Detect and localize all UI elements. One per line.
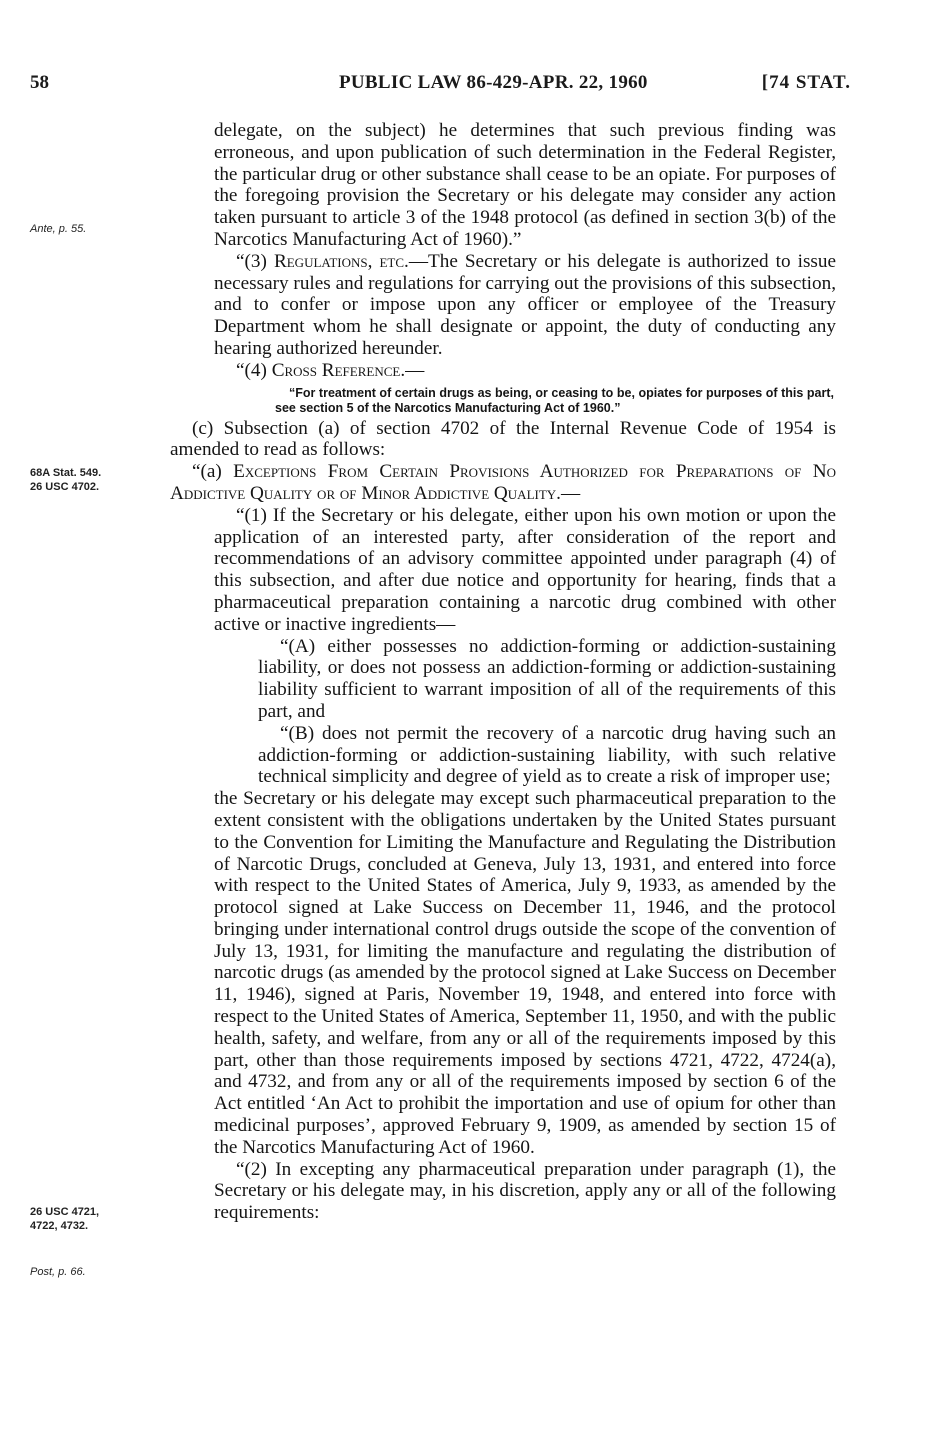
paragraph-text: —The Secretary or his delegate is authorized to issue necessary rules and regulations for carrying out the provisions of this subsection, and to confer or impose upon any officer or employee of the Treasury Department whom he shall designate or appoint, the duty of conducting any hearing authorized hereunder.	[214, 250, 836, 359]
section-heading-exceptions: Exceptions From Certain Provisions Authorized for Preparations of No Addictive Quality or of Minor Addictive Quality.	[170, 461, 836, 504]
cross-reference-note: “For treatment of certain drugs as being, or ceasing to be, opiates for purposes of this part, see section 5 of the Narcotics Manufacturing Act of 1960.”	[275, 385, 834, 415]
running-title: PUBLIC LAW 86-429-APR. 22, 1960	[339, 72, 648, 93]
paragraph-lead: “(3)	[236, 250, 274, 272]
paragraph-lead: “(4)	[236, 359, 272, 381]
paragraph-continuation: delegate, on the subject) he determines that such previous finding was erroneous, and upon publication of such determination in the Federal Register, the particular drug or other substance shall cease to be an opiate. For purposes of the foregoing provision the Secretary or his delegate may consider any action taken pursuant to article 3 of the 1948 protocol (as defined in section 3(b) of the Narcotics Manufacturing Act of 1960).”	[214, 120, 836, 250]
paragraph-subsection-a	[170, 461, 836, 505]
paragraph-lead: “(a)	[192, 461, 234, 483]
paragraph-regulations	[170, 251, 836, 360]
margin-note-post: Post, p. 66.	[30, 1266, 86, 1278]
paragraph-1: “(1) If the Secretary or his delegate, either upon his own motion or upon the application of an interested party, after consideration of the report and recommendations of an advisory committee appointed under paragraph (4) of this subsection, and after due notice and opportunity for hearing, finds that a pharmaceutical preparation containing a narcotic drug combined with other active or inactive ingredients—	[214, 504, 836, 635]
body-text	[170, 120, 836, 1224]
section-heading-cross-reference: Cross Reference.	[271, 359, 406, 381]
paragraph-B: “(B) does not permit the recovery of a narcotic drug having such an addiction-forming or addiction-sustaining liability, with such relative technical simplicity and degree of yield as to create a risk of improper use;	[258, 722, 836, 788]
page-number: 58	[30, 72, 49, 93]
margin-note-usc: 26 USC 4721, 4722, 4732.	[30, 1206, 100, 1232]
margin-note-stat: 68A Stat. 549. 26 USC 4702.	[30, 467, 102, 493]
paragraph-text: —	[560, 482, 581, 504]
paragraph-2: “(2) In excepting any pharmaceutical preparation under paragraph (1), the Secretary or his delegate may, in his discretion, apply any or all of the following requirements:	[214, 1158, 836, 1224]
paragraph-exception-body: the Secretary or his delegate may except such pharmaceutical preparation to the extent consistent with the obligations undertaken by the United States pursuant to the Convention for Limiting the Manufacture and Regulating the Distribution of Narcotic Drugs, concluded at Geneva, July 13, 1931, and entered into force with respect to the United States of America, July 9, 1933, as amended by the protocol signed at Lake Success on December 11, 1946, and the protocol bringing under international control drugs outside the scope of the convention of July 13, 1931, for limiting the manufacture and regulating the distribution of narcotic drugs (as amended by the protocol signed at Lake Success on December 11, 1946), signed at Paris, November 19, 1948, and entered into force with respect to the United States of America, September 11, 1950, and with the public health, safety, and welfare, from any or all of the requirements imposed by this part, other than those requirements imposed by sections 4721, 4722, 4724(a), and 4732, and from any or all of the requirements imposed by section 6 of the Act entitled ‘An Act to prohibit the importation and use of opium for other than medicinal purposes’, approved February 9, 1909, as amended by section 15 of the Narcotics Manufacturing Act of 1960.	[214, 788, 836, 1158]
paragraph-text: —	[405, 359, 425, 381]
volume-reference: [74 STAT.	[761, 72, 851, 93]
paragraph-cross-reference	[170, 360, 836, 382]
page-header	[30, 72, 851, 102]
section-heading-regulations: Regulations, etc.	[273, 250, 409, 272]
margin-note-ante: Ante, p. 55.	[30, 223, 87, 235]
paragraph-subsection-c: (c) Subsection (a) of section 4702 of the Internal Revenue Code of 1954 is amended to read as follows:	[170, 417, 836, 461]
paragraph-A: “(A) either possesses no addiction-forming or addiction-sustaining liability, or does not possess an addiction-forming or addiction-sustaining liability sufficient to warrant imposition of all of the requirements of this part, and	[258, 635, 836, 722]
